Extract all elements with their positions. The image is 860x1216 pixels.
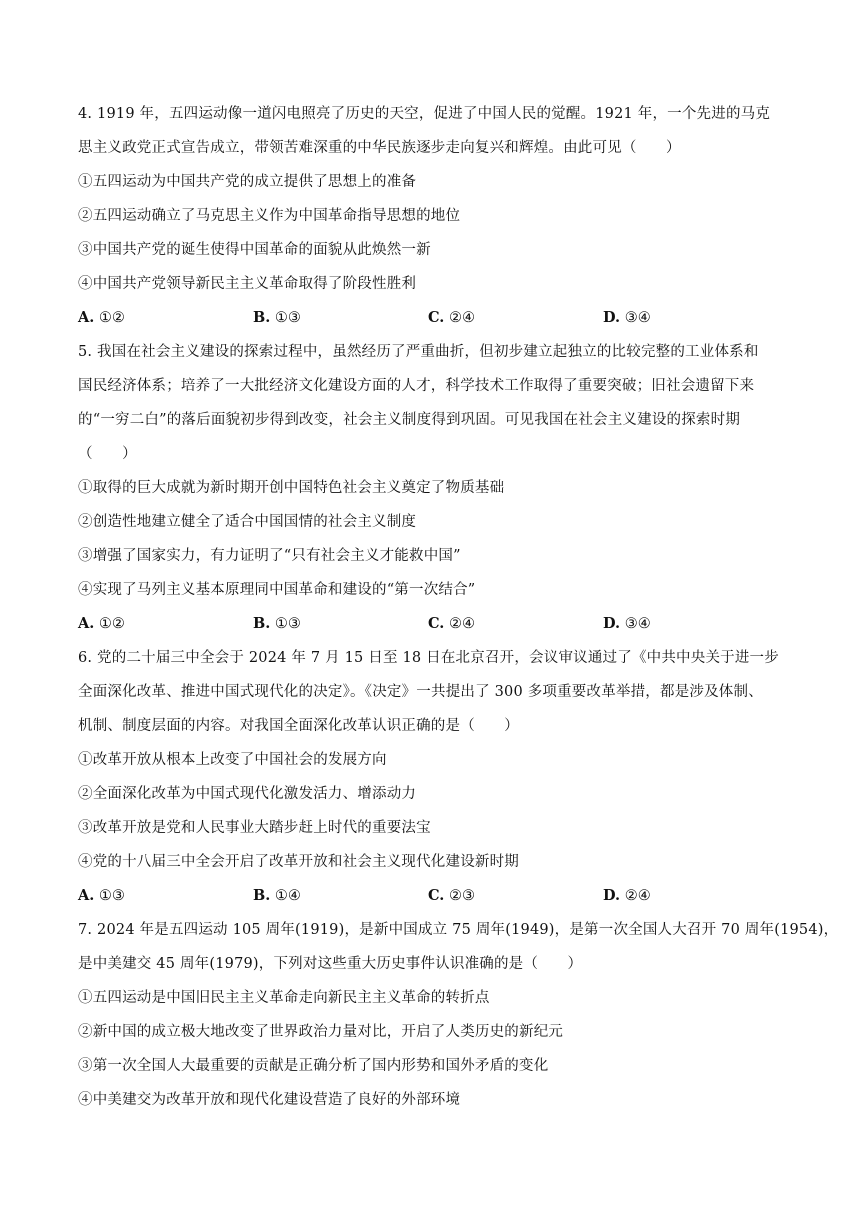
question-stem-line: 思主义政党正式宣告成立，带领苦难深重的中华民族逐步走向复兴和辉煌。由此可见（ ）	[78, 140, 681, 156]
question-stem-line: 机制、制度层面的内容。对我国全面深化改革认识正确的是（ ）	[78, 718, 519, 734]
statement: ①五四运动是中国旧民主主义革命走向新民主主义革命的转折点	[78, 990, 490, 1006]
statement: ②创造性地建立健全了适合中国国情的社会主义制度	[78, 514, 417, 530]
statement: ③中国共产党的诞生使得中国革命的面貌从此焕然一新	[78, 242, 431, 258]
option-b[interactable]: B. ①③	[253, 309, 301, 326]
answer-options	[78, 879, 782, 913]
statement: ②五四运动确立了马克思主义作为中国革命指导思想的地位	[78, 208, 461, 224]
exam-page	[78, 97, 839, 1117]
option-c[interactable]: C. ②④	[428, 615, 475, 632]
statement: ④实现了马列主义基本原理同中国革命和建设的“第一次结合”	[78, 582, 476, 598]
option-c[interactable]: C. ②④	[428, 309, 475, 326]
question-5	[78, 335, 782, 641]
option-b[interactable]: B. ①③	[253, 615, 301, 632]
statement: ④党的十八届三中全会开启了改革开放和社会主义现代化建设新时期	[78, 854, 519, 870]
question-stem-line: 的“一穷二白”的落后面貌初步得到改变，社会主义制度得到巩固。可见我国在社会主义建设的探索时期	[78, 412, 741, 428]
question-stem-line: 全面深化改革、推进中国式现代化的决定》。《决定》一共提出了 300 多项重要改革举措，都是涉及体制、	[78, 684, 763, 700]
question-stem-line: 5. 我国在社会主义建设的探索过程中，虽然经历了严重曲折，但初步建立起独立的比较完整的工业体系和	[78, 344, 759, 360]
statement: ③增强了国家实力，有力证明了“只有社会主义才能救中国”	[78, 548, 461, 564]
statement: ③改革开放是党和人民事业大踏步赶上时代的重要法宝	[78, 820, 431, 836]
question-7	[78, 913, 839, 1117]
question-4	[78, 97, 782, 335]
option-d[interactable]: D. ③④	[603, 309, 651, 326]
question-stem-line: 国民经济体系；培养了一大批经济文化建设方面的人才，科学技术工作取得了重要突破；旧社会遗留下来	[78, 378, 755, 394]
question-6	[78, 641, 782, 913]
statement: ②全面深化改革为中国式现代化激发活力、增添动力	[78, 786, 417, 802]
statement: ①五四运动为中国共产党的成立提供了思想上的准备	[78, 174, 417, 190]
question-stem-line: 7. 2024 年是五四运动 105 周年(1919)，是新中国成立 75 周年(1949)，是第一次全国人大召开 70 周年(1954)，	[78, 922, 839, 938]
answer-options	[78, 607, 782, 641]
option-d[interactable]: D. ③④	[603, 615, 651, 632]
option-a[interactable]: A. ①②	[78, 309, 125, 326]
statement: ①改革开放从根本上改变了中国社会的发展方向	[78, 752, 387, 768]
question-stem-line: （ ）	[78, 446, 137, 462]
option-c[interactable]: C. ②③	[428, 887, 475, 904]
answer-options	[78, 301, 782, 335]
question-stem-line: 4. 1919 年，五四运动像一道闪电照亮了历史的天空，促进了中国人民的觉醒。1921 年，一个先进的马克	[78, 106, 771, 122]
question-stem-line: 是中美建交 45 周年(1979)，下列对这些重大历史事件认识准确的是（ ）	[78, 956, 583, 972]
statement: ②新中国的成立极大地改变了世界政治力量对比，开启了人类历史的新纪元	[78, 1024, 564, 1040]
statement: ①取得的巨大成就为新时期开创中国特色社会主义奠定了物质基础	[78, 480, 505, 496]
option-a[interactable]: A. ①③	[78, 887, 125, 904]
option-a[interactable]: A. ①②	[78, 615, 125, 632]
statement: ③第一次全国人大最重要的贡献是正确分析了国内形势和国外矛盾的变化	[78, 1058, 549, 1074]
statement: ④中美建交为改革开放和现代化建设营造了良好的外部环境	[78, 1092, 461, 1108]
statement: ④中国共产党领导新民主主义革命取得了阶段性胜利	[78, 276, 417, 292]
question-stem-line: 6. 党的二十届三中全会于 2024 年 7 月 15 日至 18 日在北京召开，会议审议通过了《中共中央关于进一步	[78, 650, 779, 666]
option-d[interactable]: D. ②④	[603, 887, 651, 904]
option-b[interactable]: B. ①④	[253, 887, 301, 904]
